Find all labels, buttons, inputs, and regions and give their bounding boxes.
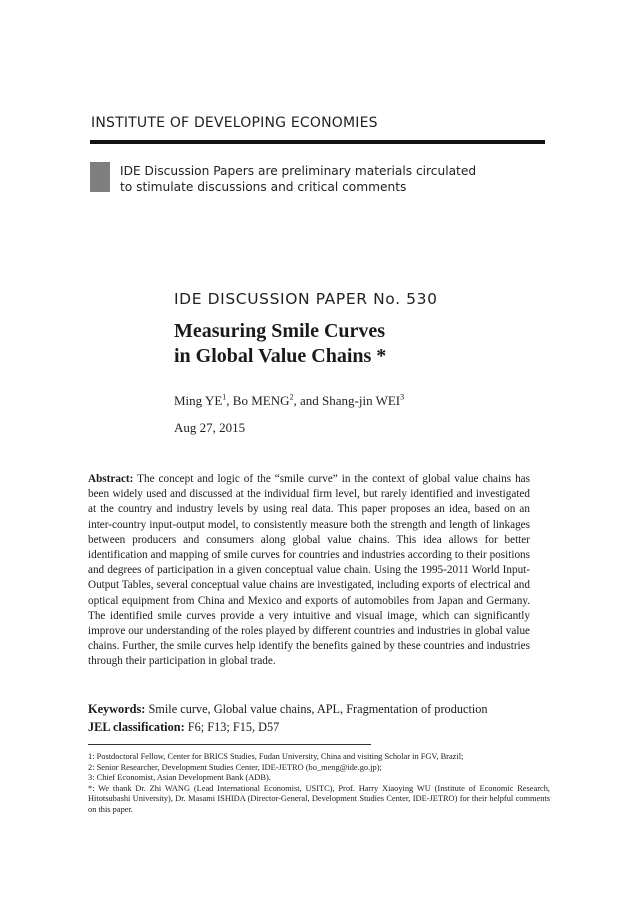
paper-number: IDE DISCUSSION PAPER No. 530 <box>174 290 438 308</box>
author-name: Bo MENG <box>232 393 290 408</box>
author-footnote-mark: 1 <box>222 392 227 402</box>
footnote: *: We thank Dr. Zhi WANG (Lead International Economist, USITC), Prof. Harry Xiaoying WU (Institute of Economic Research, Hitotsubashi University), Dr. Masami ISHIDA (Director-General, Development Studies Center, IDE-JETRO) for their helpful comments on this paper. <box>88 783 550 814</box>
discussion-paper-notice <box>120 163 540 195</box>
footnote: 2: Senior Researcher, Development Studies Center, IDE-JETRO (bo_meng@ide.go.jp); <box>88 762 382 772</box>
paper-title <box>174 319 554 369</box>
institute-name: INSTITUTE OF DEVELOPING ECONOMIES <box>91 115 378 131</box>
header-rule <box>90 140 545 144</box>
jel-line <box>88 718 538 736</box>
keywords-label: Keywords: <box>88 702 146 716</box>
author-separator: , <box>226 393 233 408</box>
footnote: 3: Chief Economist, Asian Development Bank (ADB). <box>88 773 271 783</box>
author-separator: , and <box>293 393 323 408</box>
author-name: Ming YE <box>174 393 223 408</box>
jel-label: JEL classification: <box>88 720 185 734</box>
jel-text: F6; F13; F15, D57 <box>184 720 280 734</box>
footnote: 1: Postdoctoral Fellow, Center for BRICS Studies, Fudan University, China and visiting Scholar in FGV, Brazil; <box>88 752 464 761</box>
publication-date: Aug 27, 2015 <box>174 420 246 435</box>
notice-marker <box>90 162 110 192</box>
footnote-rule <box>88 744 371 745</box>
author-name: Shang-jin WEI <box>322 393 401 408</box>
footnotes <box>88 752 550 816</box>
notice-line-1: IDE Discussion Papers are preliminary materials circulated <box>120 164 477 178</box>
title-line-2: in Global Value Chains * <box>174 345 387 367</box>
notice-line-2: to stimulate discussions and critical comments <box>120 180 407 194</box>
author-footnote-mark: 3 <box>400 392 405 402</box>
keywords-line <box>88 700 538 718</box>
author-list <box>174 393 404 409</box>
abstract <box>88 472 530 670</box>
keywords-text: Smile curve, Global value chains, APL, Fragmentation of production <box>145 702 488 716</box>
author-footnote-mark: 2 <box>289 392 294 402</box>
keywords-block <box>88 700 538 736</box>
abstract-text: The concept and logic of the “smile curve” in the context of global value chains has been widely used and discussed at the individual firm level, but rarely identified and investigated at the country and industry levels by using real data. This paper proposes an idea, based on an inter-country input-output model, to consistently measure both the strength and length of linkages between producers and consumers along global value chains. This idea allows for better identification and mapping of smile curves for countries and industries according to their positions and degrees of participation in a given conceptual value chain. Using the 1995-2011 World Input-Output Tables, several conceptual value chains are investigated, including exports of electrical and optical equipment from China and Mexico and exports of automobiles from Japan and Germany. The identified smile curves provide a very intuitive and visual image, which can significantly improve our understanding of the roles played by different countries and industries in global value chains. Further, the smile curves help identify the benefits gained by these countries and industries through their participation in global trade. <box>88 473 530 668</box>
title-line-1: Measuring Smile Curves <box>174 320 386 342</box>
abstract-label: Abstract: <box>88 473 134 485</box>
